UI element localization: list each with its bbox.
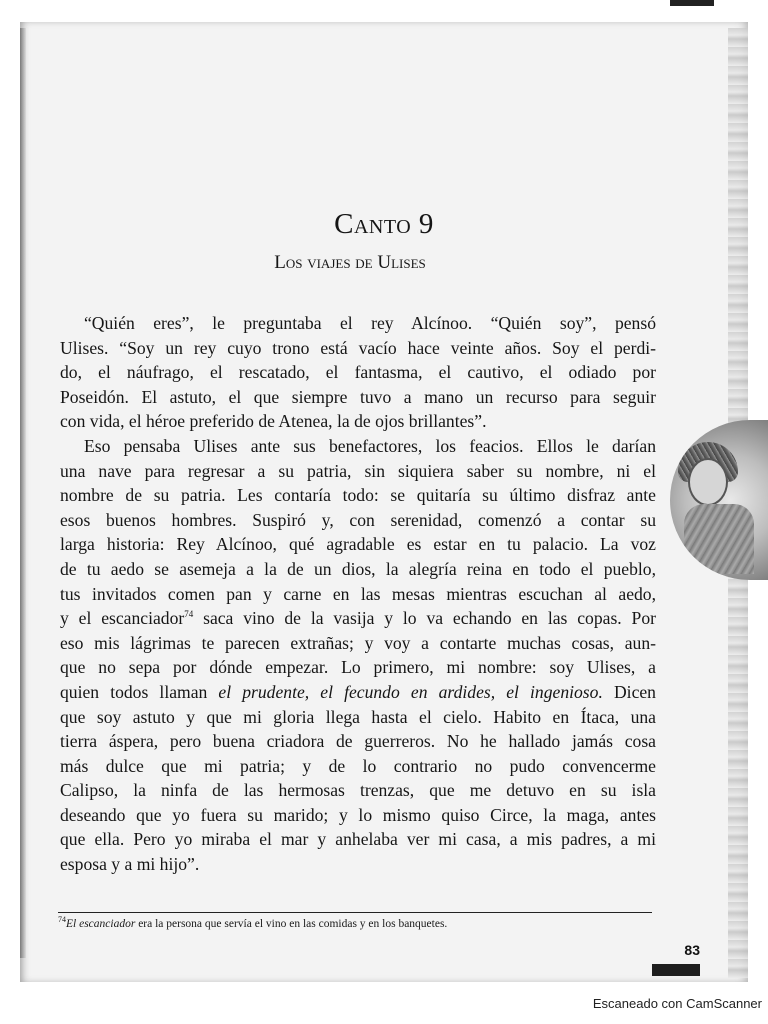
footnote bbox=[58, 915, 658, 930]
text-line: que no sepa por dónde empezar. Lo primero, mi nombre: soy Ulises, a bbox=[60, 657, 656, 678]
text-line: tus invitados comen pan y carne en las mesas mientras escuchan al aedo, bbox=[60, 583, 656, 604]
text-line: tierra áspera, pero buena criadora de guerreros. No he hallado jamás cosa bbox=[60, 731, 656, 752]
text-line: Calipso, la ninfa de las hermosas trenzas, que me detuvo en su isla bbox=[60, 780, 656, 801]
text-line: nombre de su patria. Les contaría todo: se quitaría su último disfraz ante bbox=[60, 485, 656, 506]
chapter-subtitle: Los viajes de Ulises bbox=[274, 252, 426, 273]
page-number-bar bbox=[652, 964, 700, 976]
text-line: una nave para regresar a su patria, sin siquiera saber su nombre, ni el bbox=[60, 460, 656, 481]
text-line: deseando que yo fuera su marido; y lo mismo quiso Circe, la maga, antes bbox=[60, 804, 656, 825]
text-line: “Quién eres”, le preguntaba el rey Alcínoo. “Quién soy”, pensó bbox=[84, 313, 656, 333]
text-line: Eso pensaba Ulises ante sus benefactores, los feacios. Ellos le darían bbox=[84, 435, 656, 456]
page-binding-shadow bbox=[20, 28, 26, 958]
text-line: de tu aedo se asemeja a la de un dios, la alegría reina en todo el pueblo, bbox=[60, 558, 656, 579]
chapter-body bbox=[60, 311, 656, 877]
text-line: do, el náufrago, el rescatado, el fantasma, el cautivo, el odiado por bbox=[60, 362, 656, 383]
scan-top-marker bbox=[670, 0, 714, 6]
footnote-marker: 74 bbox=[184, 609, 194, 620]
footnote-text: era la persona que servía el vino en las comidas y en los banquetes. bbox=[138, 918, 448, 930]
text-line: más dulce que mi patria; y de lo contrario no pudo convencerme bbox=[60, 755, 656, 776]
footnote-term: El escanciador bbox=[66, 918, 136, 930]
footnote-number: 74 bbox=[58, 915, 66, 925]
text-line: que soy astuto y que mi gloria llega hasta el cielo. Habito en Ítaca, una bbox=[60, 706, 656, 727]
text-line: eso mis lágrimas te parecen extrañas; y voy a contarte muchas cosas, aun- bbox=[60, 632, 656, 653]
text-line: Poseidón. El astuto, el que siempre tuvo a mano un recurso para seguir bbox=[60, 386, 656, 407]
text-line: Ulises. “Soy un rey cuyo trono está vacío hace veinte años. Soy el perdi- bbox=[60, 337, 656, 358]
text-line-with-italic bbox=[60, 680, 656, 705]
line-rest: saca vino de la vasija y lo va echando en las copas. Por bbox=[203, 608, 656, 629]
figure-body bbox=[684, 504, 754, 574]
italic-epithets: el prudente, el fecundo en ardides, el ingenioso. bbox=[218, 681, 603, 702]
figure-face bbox=[688, 458, 728, 506]
text-line: esposa y a mi hijo”. bbox=[60, 854, 200, 875]
line-end: Dicen bbox=[613, 681, 656, 702]
footnote-divider bbox=[58, 912, 652, 913]
page-number: 83 bbox=[684, 942, 700, 958]
text-line: esos buenos hombres. Suspiró y, con serenidad, comenzó a contar su bbox=[60, 509, 656, 530]
text-line: larga historia: Rey Alcínoo, qué agradable es estar en tu palacio. La voz bbox=[60, 534, 656, 555]
line-prefix: y el escanciador bbox=[60, 608, 185, 629]
text-line-with-footnote bbox=[60, 606, 656, 631]
scanner-watermark: Escaneado con CamScanner bbox=[592, 996, 762, 1011]
chapter-title: Canto 9 bbox=[334, 208, 434, 240]
text-line: que ella. Pero yo miraba el mar y anhelaba ver mi casa, a mis padres, a mi bbox=[60, 829, 656, 850]
line-start: quien todos llaman bbox=[60, 681, 208, 702]
text-line: con vida, el héroe preferido de Atenea, la de ojos brillantes”. bbox=[60, 411, 487, 432]
